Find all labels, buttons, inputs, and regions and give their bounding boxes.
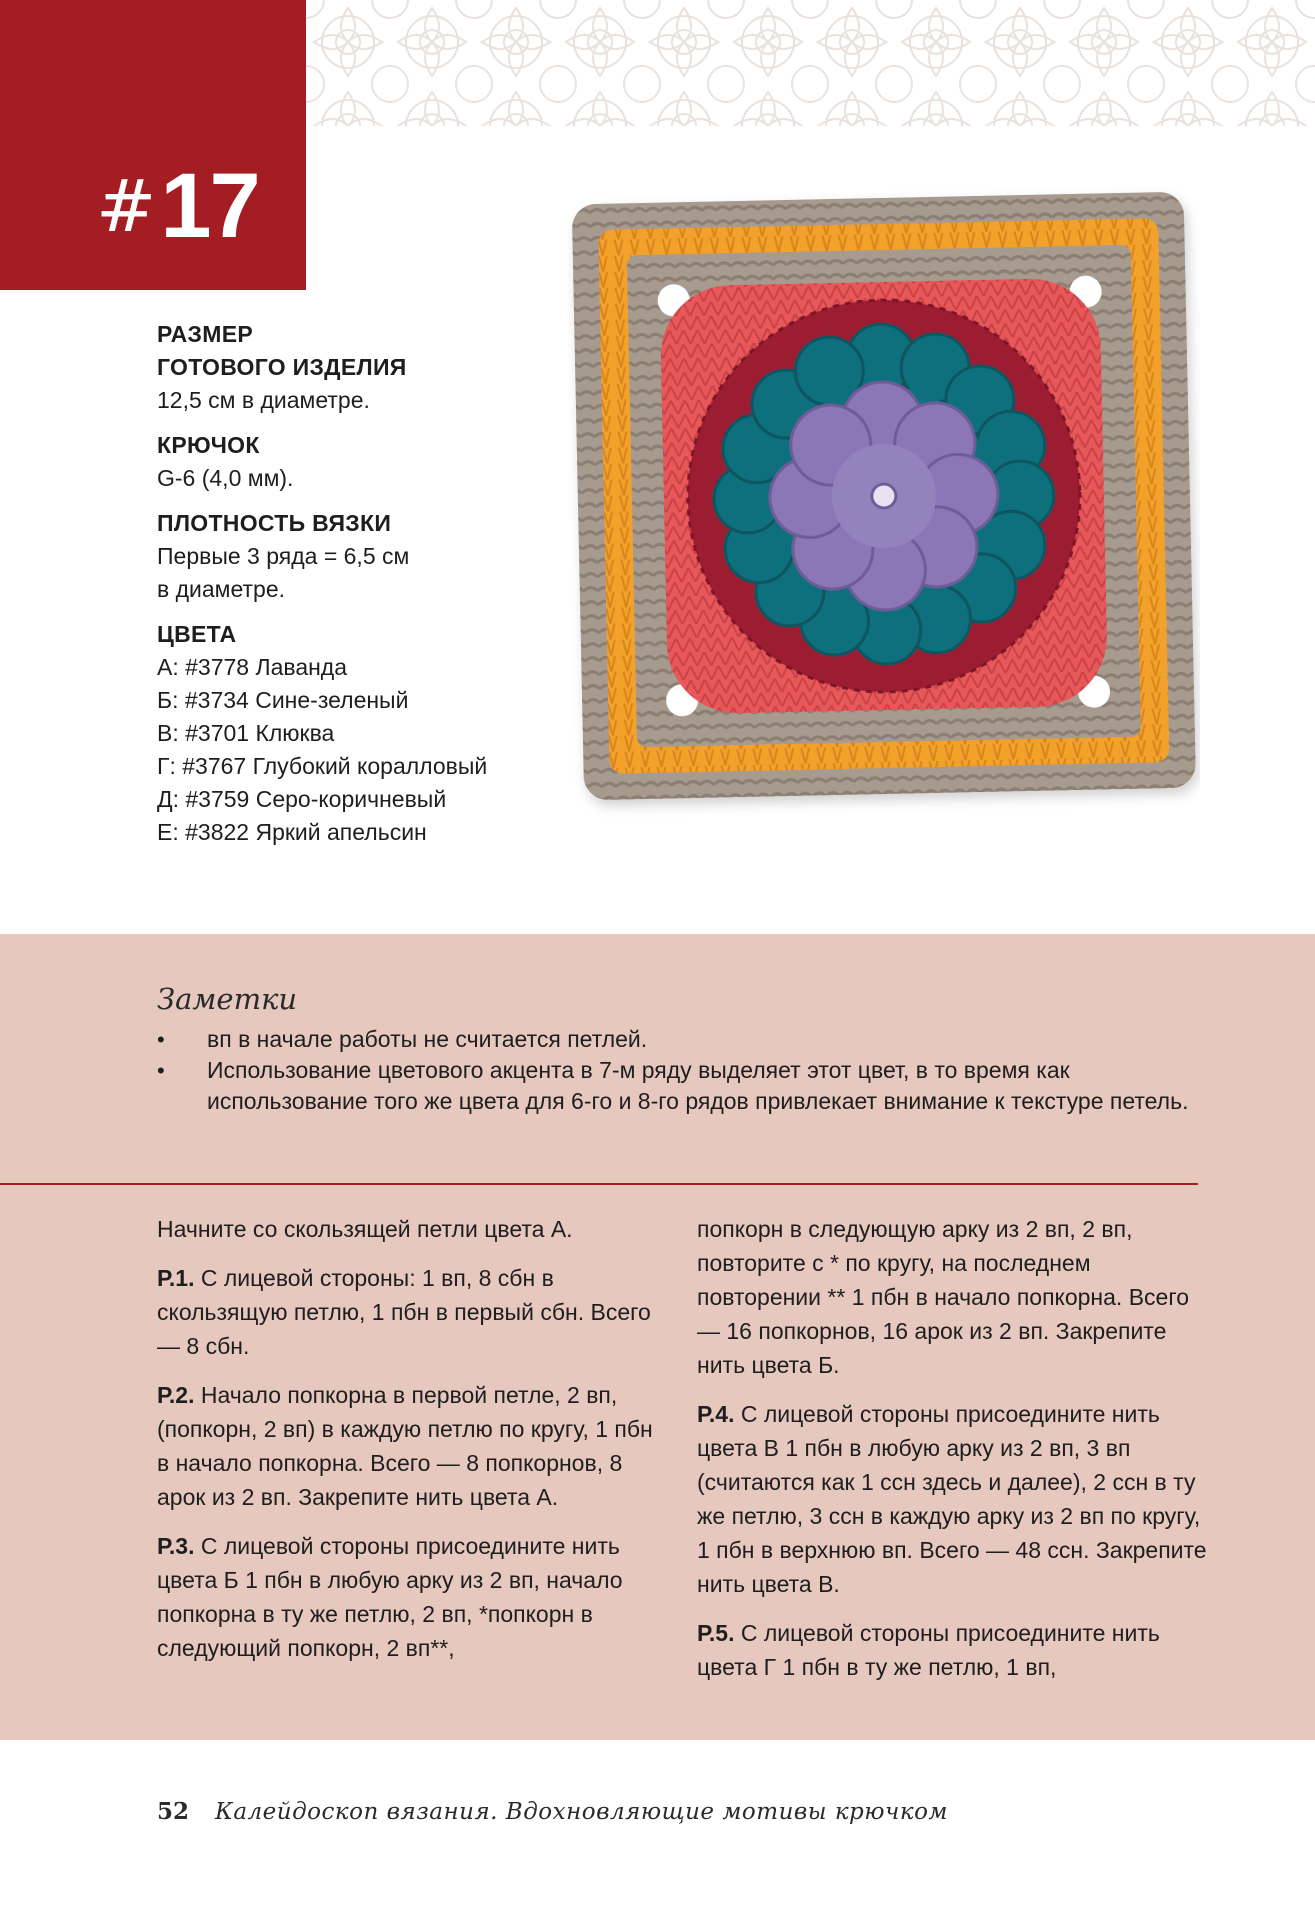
row-4 <box>697 1397 1217 1601</box>
size-heading-1: РАЗМЕР <box>157 321 253 347</box>
pattern-specs <box>157 318 577 849</box>
crochet-square-photo <box>568 186 1200 818</box>
row-4-text: С лицевой стороны присоедините нить цвета В 1 пбн в любую арку из 2 вп, 3 вп (считаются как 1 ссн здесь и далее), 2 ссн в ту же петлю, 3 ссн в каждую арку из 2 вп по кругу, 1 пбн в верхнюю вп. Всего — 48 ссн. Закрепите нить цвета В. <box>697 1401 1207 1597</box>
book-title: Калейдоскоп вязания. Вдохновляющие мотивы крючком <box>215 1799 948 1825</box>
hook-heading: КРЮЧОК <box>157 432 260 458</box>
row-2 <box>157 1378 667 1514</box>
hook-value: G-6 (4,0 мм). <box>157 465 294 491</box>
size-heading-2: ГОТОВОГО ИЗДЕЛИЯ <box>157 354 407 380</box>
section-divider <box>0 1183 1198 1185</box>
pattern-number-digits: 17 <box>160 155 259 257</box>
row-5-text: С лицевой стороны присоедините нить цвета Г 1 пбн в ту же петлю, 1 вп, <box>697 1620 1160 1680</box>
pattern-number-block <box>0 0 306 290</box>
notes-item-2: • Использование цветового акцента в 7-м ряду выделяет этот цвет, в то время как использование того же цвета для 6-го и 8-го рядов привлекает внимание к текстуре петель. <box>157 1055 1197 1117</box>
color-item-a: A: #3778 Лаванда <box>157 654 348 680</box>
notes-title: Заметки <box>157 982 298 1016</box>
page-number: 52 <box>157 1798 190 1825</box>
row-5 <box>697 1616 1217 1684</box>
pattern-number <box>96 155 259 257</box>
row-3-text: С лицевой стороны присоедините нить цвета Б 1 пбн в любую арку из 2 вп, начало попкорна в ту же петлю, 2 вп, *попкорн в следующий попкорн, 2 вп**, <box>157 1533 623 1661</box>
color-item-g: Г: #3767 Глубокий коралловый <box>157 753 488 779</box>
row-4-label: Р.4. <box>697 1401 735 1427</box>
color-item-b: Б: #3734 Сине-зеленый <box>157 687 409 713</box>
size-value: 12,5 см в диаметре. <box>157 387 370 413</box>
notes-item-1: • вп в начале работы не считается петлей. <box>157 1024 1197 1055</box>
gauge-value-line-1: Первые 3 ряда = 6,5 см <box>157 543 410 569</box>
row-2-label: Р.2. <box>157 1382 195 1408</box>
instructions-right-column <box>697 1212 1217 1699</box>
color-item-e: Е: #3822 Яркий апельсин <box>157 819 427 845</box>
instructions-intro: Начните со скользящей петли цвета A. <box>157 1216 573 1242</box>
page-footer <box>157 1798 948 1825</box>
decorative-lace-band <box>306 0 1315 126</box>
row-1-label: Р.1. <box>157 1265 195 1291</box>
row-5-label: Р.5. <box>697 1620 735 1646</box>
gauge-heading: ПЛОТНОСТЬ ВЯЗКИ <box>157 510 392 536</box>
row-2-text: Начало попкорна в первой петле, 2 вп, (попкорн, 2 вп) в каждую петлю по кругу, 1 пбн в начало попкорна. Всего — 8 попкорнов, 8 арок из 2 вп. Закрепите нить цвета A. <box>157 1382 653 1510</box>
row-3-label: Р.3. <box>157 1533 195 1559</box>
colors-heading: ЦВЕТА <box>157 621 237 647</box>
color-item-d: Д: #3759 Серо-коричневый <box>157 786 447 812</box>
pattern-number-hash: # <box>96 164 157 248</box>
instructions-left-column <box>157 1212 667 1680</box>
row-3 <box>157 1529 667 1665</box>
row-1-text: С лицевой стороны: 1 вп, 8 сбн в скользящую петлю, 1 пбн в первый сбн. Всего — 8 сбн. <box>157 1265 651 1359</box>
row-1 <box>157 1261 667 1363</box>
row-3-continued: попкорн в следующую арку из 2 вп, 2 вп, повторите с * по кругу, на последнем повторении ** 1 пбн в начало попкорна. Всего — 16 попкорнов, 16 арок из 2 вп. Закрепите нить цвета Б. <box>697 1216 1190 1378</box>
color-item-v: В: #3701 Клюква <box>157 720 335 746</box>
notes-list <box>157 1024 1197 1117</box>
gauge-value-line-2: в диаметре. <box>157 576 286 602</box>
